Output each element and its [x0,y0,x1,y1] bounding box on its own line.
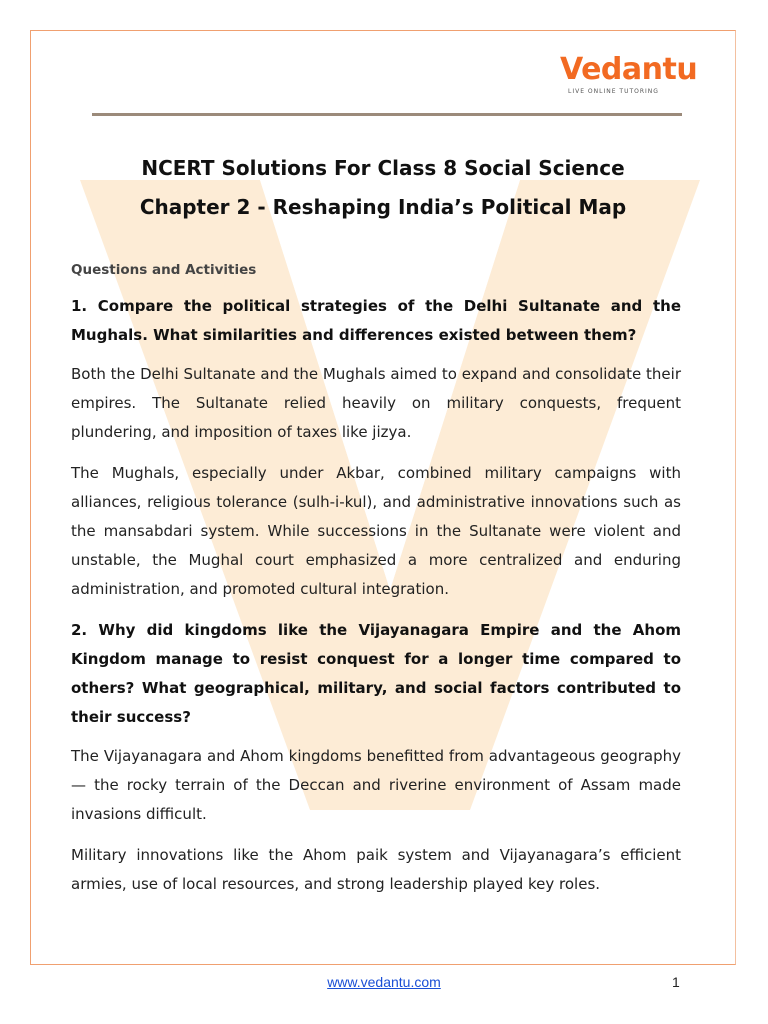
question-1: 1. Compare the political strategies of the Delhi Sultanate and the Mughals. What similarities and differences existed between them? [71,297,681,344]
section-heading: Questions and Activities [71,262,257,278]
answer-2-paragraph-1: The Vijayanagara and Ahom kingdoms benefitted from advantageous geography — the rocky terrain of the Deccan and riverine environment of Assam made invasions difficult. [71,747,681,823]
logo-wordmark: Vedantu [560,52,698,87]
question-2: 2. Why did kingdoms like the Vijayanagara Empire and the Ahom Kingdom manage to resist conquest for a longer time compared to others? What geographical, military, and social factors contributed to their success? [71,621,681,726]
footer-website-link[interactable]: www.vedantu.com [327,974,441,990]
answer-2-paragraph-2: Military innovations like the Ahom paik system and Vijayanagara’s efficient armies, use of local resources, and strong leadership played key roles. [71,846,681,893]
logo-tagline: LIVE ONLINE TUTORING [568,88,659,95]
answer-1-paragraph-1: Both the Delhi Sultanate and the Mughals aimed to expand and consolidate their empires. The Sultanate relied heavily on military conquests, frequent plundering, and imposition of taxes like jizya. [71,365,681,441]
vedantu-logo[interactable] [560,52,698,102]
page-title-line-1: NCERT Solutions For Class 8 Social Science [141,156,625,180]
page-title-line-2: Chapter 2 - Reshaping India’s Political Map [139,195,627,219]
document-body [71,258,681,911]
header-divider [92,113,682,116]
page-number: 1 [672,974,680,990]
answer-1-paragraph-2: The Mughals, especially under Akbar, combined military campaigns with alliances, religious tolerance (sulh-i-kul), and administrative innovations such as the mansabdari system. While successions in the Sultanate were violent and unstable, the Mughal court emphasized a more centralized and enduring administration, and promoted cultural integration. [71,464,681,598]
